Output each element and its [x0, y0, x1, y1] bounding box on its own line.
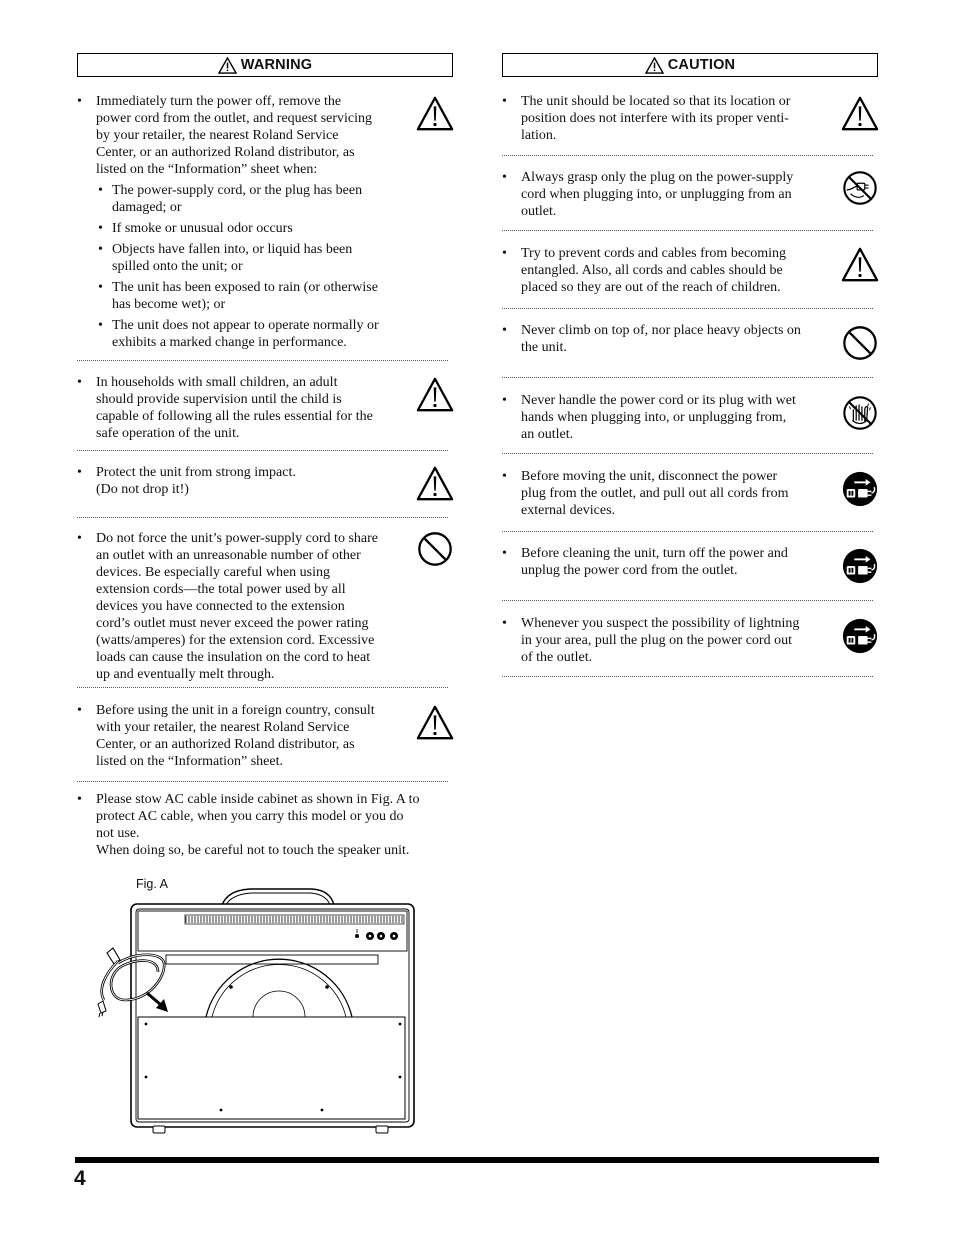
unplug-icon [841, 617, 879, 655]
caution-header [502, 53, 878, 77]
warning-column: WARNING • Immediately turn the power off, remove the power cord from the outlet, and request servicing by your retailer, the nearest Roland Service Center, or an authorized Roland distributor, as listed on the “Information” sheet when: • The power-supply cord, or the plug has been damaged; or • If smoke or unusual odor occurs • Objects have fallen into, or liquid has been spilled onto the unit; or • The unit has been exposed to rain (or otherwise has become wet); or • The unit does not appear to operate normally or exhibits a marked change in performance. • In households with small children, an adult should provide supervision until the child is capable of following all the rules essential for the safe operation of the unit. • Protect the unit from strong impact. (Do not drop it!) • Do not force the unit’s power-supply cord to share an outlet with an unreasonable number of other devices. Be especially careful when using extension cords—the total power used by all devices you have connected to the extension cord’s outlet must never exceed the power rating (watts/amperes) for the extension cord. Excessive loads can cause the insulation on the cord to heat up and eventually melt through. • Before using the unit in a foreign country, consult with your retailer, the nearest Roland Service Center, or an authorized Roland distributor, as listed on the “Information” sheet. • Please stow AC cable inside cabinet as shown in Fig. A to protect AC cable, when you carry this model or you do not use. When doing so, be careful not to touch the speaker unit. [77, 53, 453, 77]
separator [77, 781, 448, 782]
text-line: power cord from the outlet, and request servicing [96, 111, 373, 126]
caution-title: CAUTION [667, 57, 736, 73]
warning-triangle-icon [841, 95, 879, 133]
sub-item: • Objects have fallen into, or liquid has been spilled onto the unit; or [96, 241, 414, 275]
separator [502, 531, 873, 532]
separator [502, 453, 873, 454]
warning-triangle-icon [416, 95, 454, 133]
footer-rule [75, 1157, 879, 1163]
warning-triangle-icon [416, 465, 454, 503]
sub-item: • The unit has been exposed to rain (or otherwise has become wet); or [96, 279, 414, 313]
separator [502, 155, 873, 156]
unplug-icon [841, 547, 879, 585]
separator [77, 450, 448, 451]
warning-header [77, 53, 453, 77]
page-number: 4 [74, 1167, 86, 1190]
separator [502, 308, 873, 309]
warning-triangle-icon [645, 57, 664, 74]
separator [502, 676, 873, 677]
warning-triangle-icon [416, 376, 454, 414]
sub-item: • If smoke or unusual odor occurs [96, 220, 414, 237]
prohibited-icon [841, 324, 879, 362]
sub-item: • The unit does not appear to operate normally or exhibits a marked change in performance. [96, 317, 414, 351]
separator [502, 230, 873, 231]
amplifier-cabinet-figure [92, 885, 422, 1137]
text-line: Center, or an authorized Roland distributor, as [96, 145, 355, 160]
text-line: by your retailer, the nearest Roland Service [96, 128, 339, 143]
separator [77, 360, 448, 361]
text-line: Immediately turn the power off, remove the [96, 94, 342, 109]
separator [77, 517, 448, 518]
warning-triangle-icon [841, 246, 879, 284]
text-line: listed on the “Information” sheet when: [96, 162, 318, 177]
unplug-icon [841, 470, 879, 508]
figure-label: Fig. A [136, 877, 168, 891]
warning-triangle-icon [218, 57, 237, 74]
warning-title: WARNING [240, 57, 313, 73]
no-wet-hands-icon [841, 394, 879, 432]
separator [502, 600, 873, 601]
no-pull-cord-icon [841, 169, 879, 207]
caution-column: CAUTION • The unit should be located so that its location or position does not interfere with its proper venti- lation. • Always grasp only the plug on the power-supply cord when plugging into, or unplugging from an outlet. • Try to prevent cords and cables from becoming entangled. Also, all cords and cables should be placed so they are out of the reach of children. • Never climb on top of, nor place heavy objects on the unit. • Never handle the power cord or its plug with wet hands when plugging into, or unplugging from, an outlet. • Before moving the unit, disconnect the power plug from the outlet, and pull out all cords from external devices. • Before cleaning the unit, turn off the power and unplug the power cord from the outlet. • Whenever you suspect the possibility of lightning in your area, pull the plug on the power cord out of the outlet. [502, 53, 878, 77]
prohibited-icon [416, 530, 454, 568]
separator [502, 377, 873, 378]
sub-item: • The power-supply cord, or the plug has been damaged; or [96, 182, 414, 216]
warning-triangle-icon [416, 704, 454, 742]
separator [77, 687, 448, 688]
